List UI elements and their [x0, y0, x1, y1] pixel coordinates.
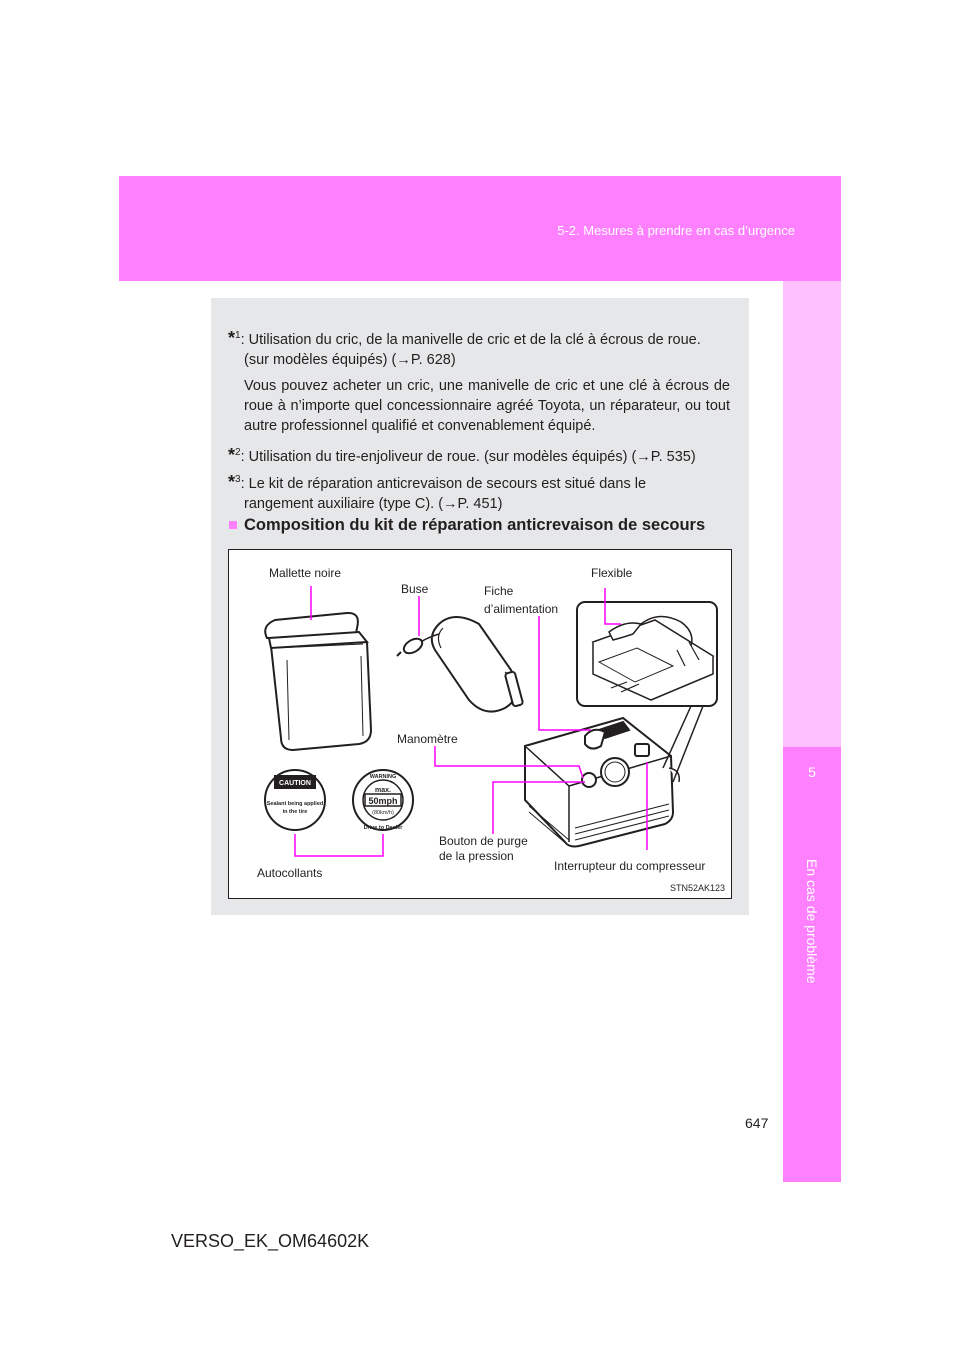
square-bullet-icon: ■	[228, 516, 238, 534]
caution-sticker-line1: Sealant being applied	[266, 801, 324, 807]
chapter-sidebar	[783, 281, 841, 1182]
footnote-2: *$^2$: Utilisation du tire-enjoliveur de roue. (sur modèles équipés) (→P. 535)	[228, 444, 696, 465]
label-interrupteur: Interrupteur du compresseur	[554, 859, 706, 873]
chapter-number: 5	[808, 764, 816, 780]
label-manometre: Manomètre	[397, 732, 458, 746]
label-fiche-line2: d’alimentation	[484, 602, 559, 616]
warning-sticker-top: max.	[375, 787, 391, 794]
figure-code: STN52AK123	[669, 883, 725, 893]
label-mallette-noire: Mallette noire	[269, 566, 342, 580]
warning-sticker-bottom: Drive to Dealer	[363, 825, 403, 831]
page-number: 647	[745, 1115, 769, 1131]
document-code: VERSO_EK_OM64602K	[171, 1231, 370, 1251]
label-buse: Buse	[401, 582, 429, 596]
kit-illustration	[228, 549, 732, 899]
chapter-title: En cas de problème	[804, 859, 820, 984]
caution-sticker	[265, 770, 325, 830]
body-paragraph: Vous pouvez acheter un cric, une manivelle de cric et une clé à écrous de roue à n’importe quel concessionnaire agréé Toyota, un réparateur, ou tout autre professionnel qualifié et convenablement équipé.	[244, 378, 730, 434]
caution-sticker-heading: CAUTION	[279, 780, 311, 787]
black-case-drawing	[265, 613, 371, 750]
footnote-1: *$^1$: Utilisation du cric, de la manivelle de cric et de la clé à écrous de roue. (sur modèles équipés) (→P. 628)	[228, 326, 730, 370]
header-band	[119, 176, 841, 281]
section-header: 5-2. Mesures à prendre en cas d’urgence	[557, 223, 795, 238]
footnote-1-continuation: (sur modèles équipés) (→P. 628)	[244, 351, 456, 368]
sealant-bottle-drawing	[397, 617, 523, 712]
section-title: ■ Composition du kit de réparation anticrevaison de secours	[228, 516, 706, 534]
chapter-tab[interactable]	[783, 747, 841, 1182]
label-bouton-line2: de la pression	[439, 849, 514, 863]
warning-sticker-kmh: (80km/h)	[372, 810, 394, 816]
label-bouton-line1: Bouton de purge	[439, 834, 528, 848]
caution-sticker-line2: in the tire	[282, 809, 308, 815]
footnote-3-continuation: rangement auxiliaire (type C). (→P. 451)	[244, 495, 503, 512]
warning-sticker-heading: WARNING	[369, 774, 397, 780]
label-fiche-line1: Fiche	[484, 584, 514, 598]
label-autocollants: Autocollants	[257, 866, 323, 880]
footnote-3: *$^3$: Le kit de réparation anticrevaison de secours est situé dans le rangement auxiliaire (type C). (→P. 451)	[228, 470, 730, 514]
label-flexible: Flexible	[591, 566, 633, 580]
warning-sticker-speed: 50mph	[368, 796, 398, 806]
